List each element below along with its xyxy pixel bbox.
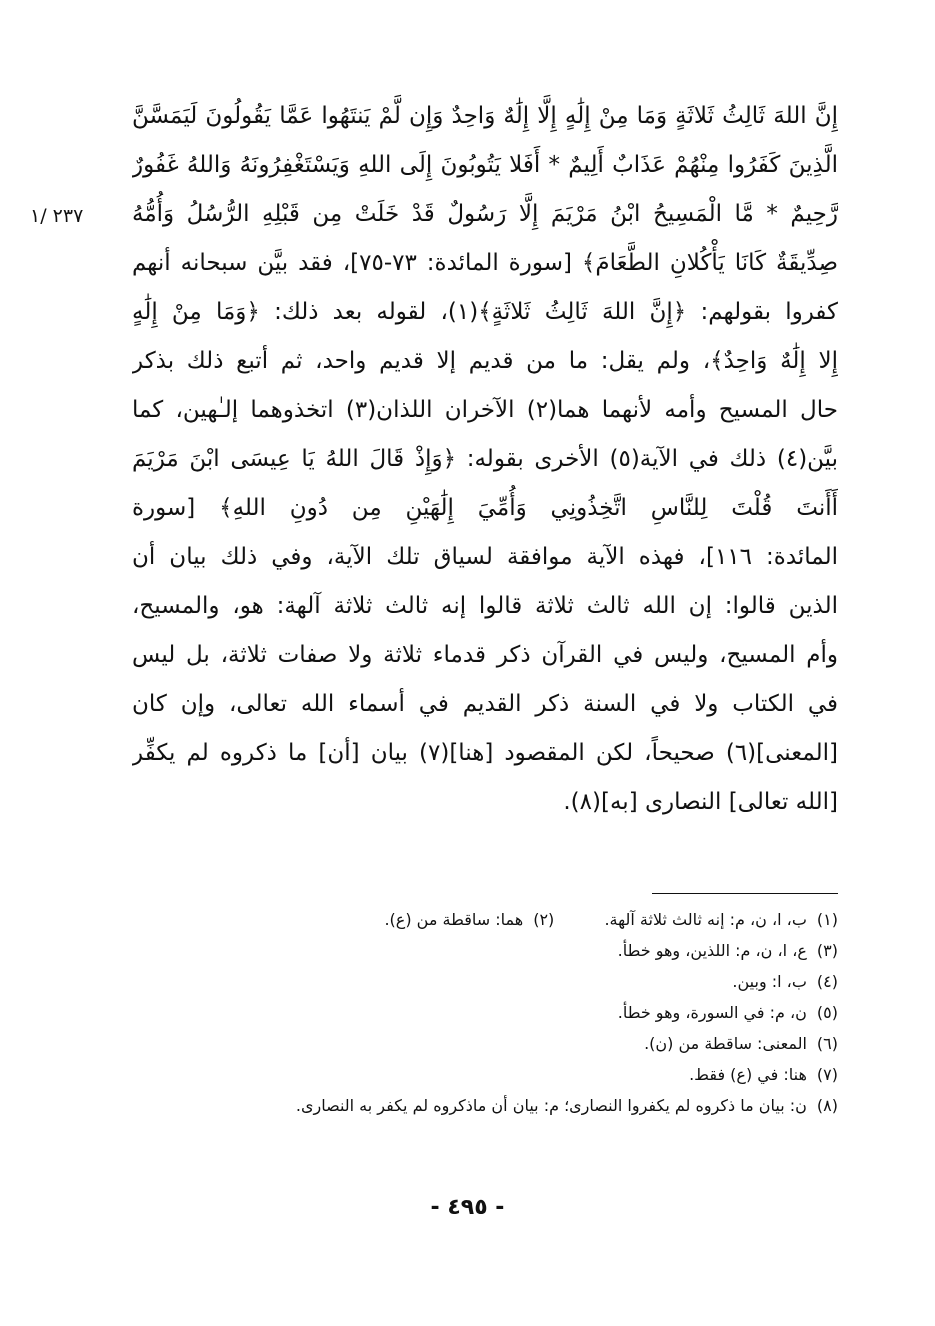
footnote-row [132,904,838,935]
footnote-5 [132,997,838,1028]
footnote-text: ب، ا، ن، م: إنه ثالث ثلاثة آلهة. [604,910,807,929]
footnote-text: ع، ا، ن، م: اللذين، وهو خطأ. [617,941,807,960]
footnote-number: (٣) [816,941,838,960]
footnote-number: (٤) [816,972,838,991]
text-line: الذين قالوا: إن الله ثالث ثلاثة قالوا إنه ثالث ثلاثة آلهة: هو، والمسيح، [132,593,838,619]
footnote-text: ن: بيان ما ذكروه لم يكفروا النصارى؛ م: بيان أن ماذكروه لم يكفر به النصارى. [295,1096,807,1115]
text-line: رَّحِيمٌ * مَّا الْمَسِيحُ ابْنُ مَرْيَمَ إِلَّا رَسُولٌ قَدْ خَلَتْ مِن قَبْلِهِ الرُّسُلُ وَأُمُّهُ [132,201,838,227]
footnotes [132,904,838,1121]
text-line: حال المسيح وأمه لأنهما هما(٢) الآخران اللذان(٣) اتخذوهما إلـٰهين، كما [132,397,838,423]
footnote-separator [652,893,838,894]
footnote-number: (٦) [816,1034,838,1053]
text-line: وأم المسيح، وليس في القرآن ذكر قدماء ثلاثة ولا صفات ثلاثة، بل ليس [132,642,838,668]
text-line: [المعنى](٦) صحيحاً، لكن المقصود [هنا](٧) بيان [أن] ما ذكروه لم يكفِّر [132,740,838,766]
footnote-text: ن، م: في السورة، وهو خطأ. [617,1003,807,1022]
text-line: أَأَنتَ قُلْتَ لِلنَّاسِ اتَّخِذُونِي وَأُمِّيَ إِلَٰهَيْنِ مِن دُونِ اللهِ﴾ [سورة [132,495,838,521]
footnote-2 [384,904,554,935]
text-line: في الكتاب ولا في السنة ذكر القديم في أسماء الله تعالى، وإن كان [132,691,838,717]
margin-volume-page-reference: ٢٣٧ /١ [30,205,84,227]
footnote-number: (٢) [533,910,555,929]
text-line: إِلا إِلَٰهٌ وَاحِدٌ﴾، ولم يقل: ما من قديم إلا قديم واحد، ثم أتبع ذلك بذكر [132,348,838,374]
footnote-1 [604,904,838,935]
text-line: إِنَّ اللهَ ثَالِثُ ثَلاثَةٍ وَمَا مِنْ إِلَٰهٍ إِلَّا إِلَٰهٌ وَاحِدٌ وَإِن لَّمْ يَنتَهُوا عَمَّا يَقُولُونَ لَيَمَسَّنَّ [132,103,838,129]
footnote-text: هما: ساقطة من (ع). [384,910,524,929]
text-line: المائدة: ١١٦]، فهذه الآية موافقة لسياق تلك الآية، وفي ذلك بيان أن [132,544,838,570]
text-line: الَّذِينَ كَفَرُوا مِنْهُمْ عَذَابٌ أَلِيمٌ * أَفَلا يَتُوبُونَ إِلَى اللهِ وَيَسْتَغْفِرُونَهُ وَاللهُ غَفُورٌ [132,152,838,178]
footnote-number: (١) [816,910,838,929]
main-text [132,92,838,827]
footnote-6 [132,1028,838,1059]
footnote-4 [132,966,838,997]
footnote-text: هنا: في (ع) فقط. [689,1065,807,1084]
footnote-8 [132,1090,838,1121]
footnote-number: (٧) [816,1065,838,1084]
text-line: صِدِّيقَةٌ كَانَا يَأْكُلانِ الطَّعَامَ﴾ [سورة المائدة: ٧٣-٧٥]، فقد بيَّن سبحانه أنهم [132,250,838,276]
footnote-number: (٨) [816,1096,838,1115]
footnote-text: ب، ا: وبين. [732,972,807,991]
footnote-text: المعنى: ساقطة من (ن). [644,1034,807,1053]
footnote-7 [132,1059,838,1090]
text-line: كفروا بقولهم: ﴿إِنَّ اللهَ ثَالِثُ ثَلاثَةٍ﴾(١)، لقوله بعد ذلك: ﴿وَمَا مِنْ إِلَٰهٍ [132,299,838,325]
text-line: بيَّن(٤) ذلك في الآية(٥) الأخرى بقوله: ﴿وَإِذْ قَالَ اللهُ يَا عِيسَى ابْنَ مَرْيَمَ [132,446,838,472]
text-line: [الله تعالى] النصارى [به](٨). [563,789,838,815]
footnote-number: (٥) [816,1003,838,1022]
page-number: - ٤٩٥ - [430,1195,505,1220]
footnote-3 [132,935,838,966]
